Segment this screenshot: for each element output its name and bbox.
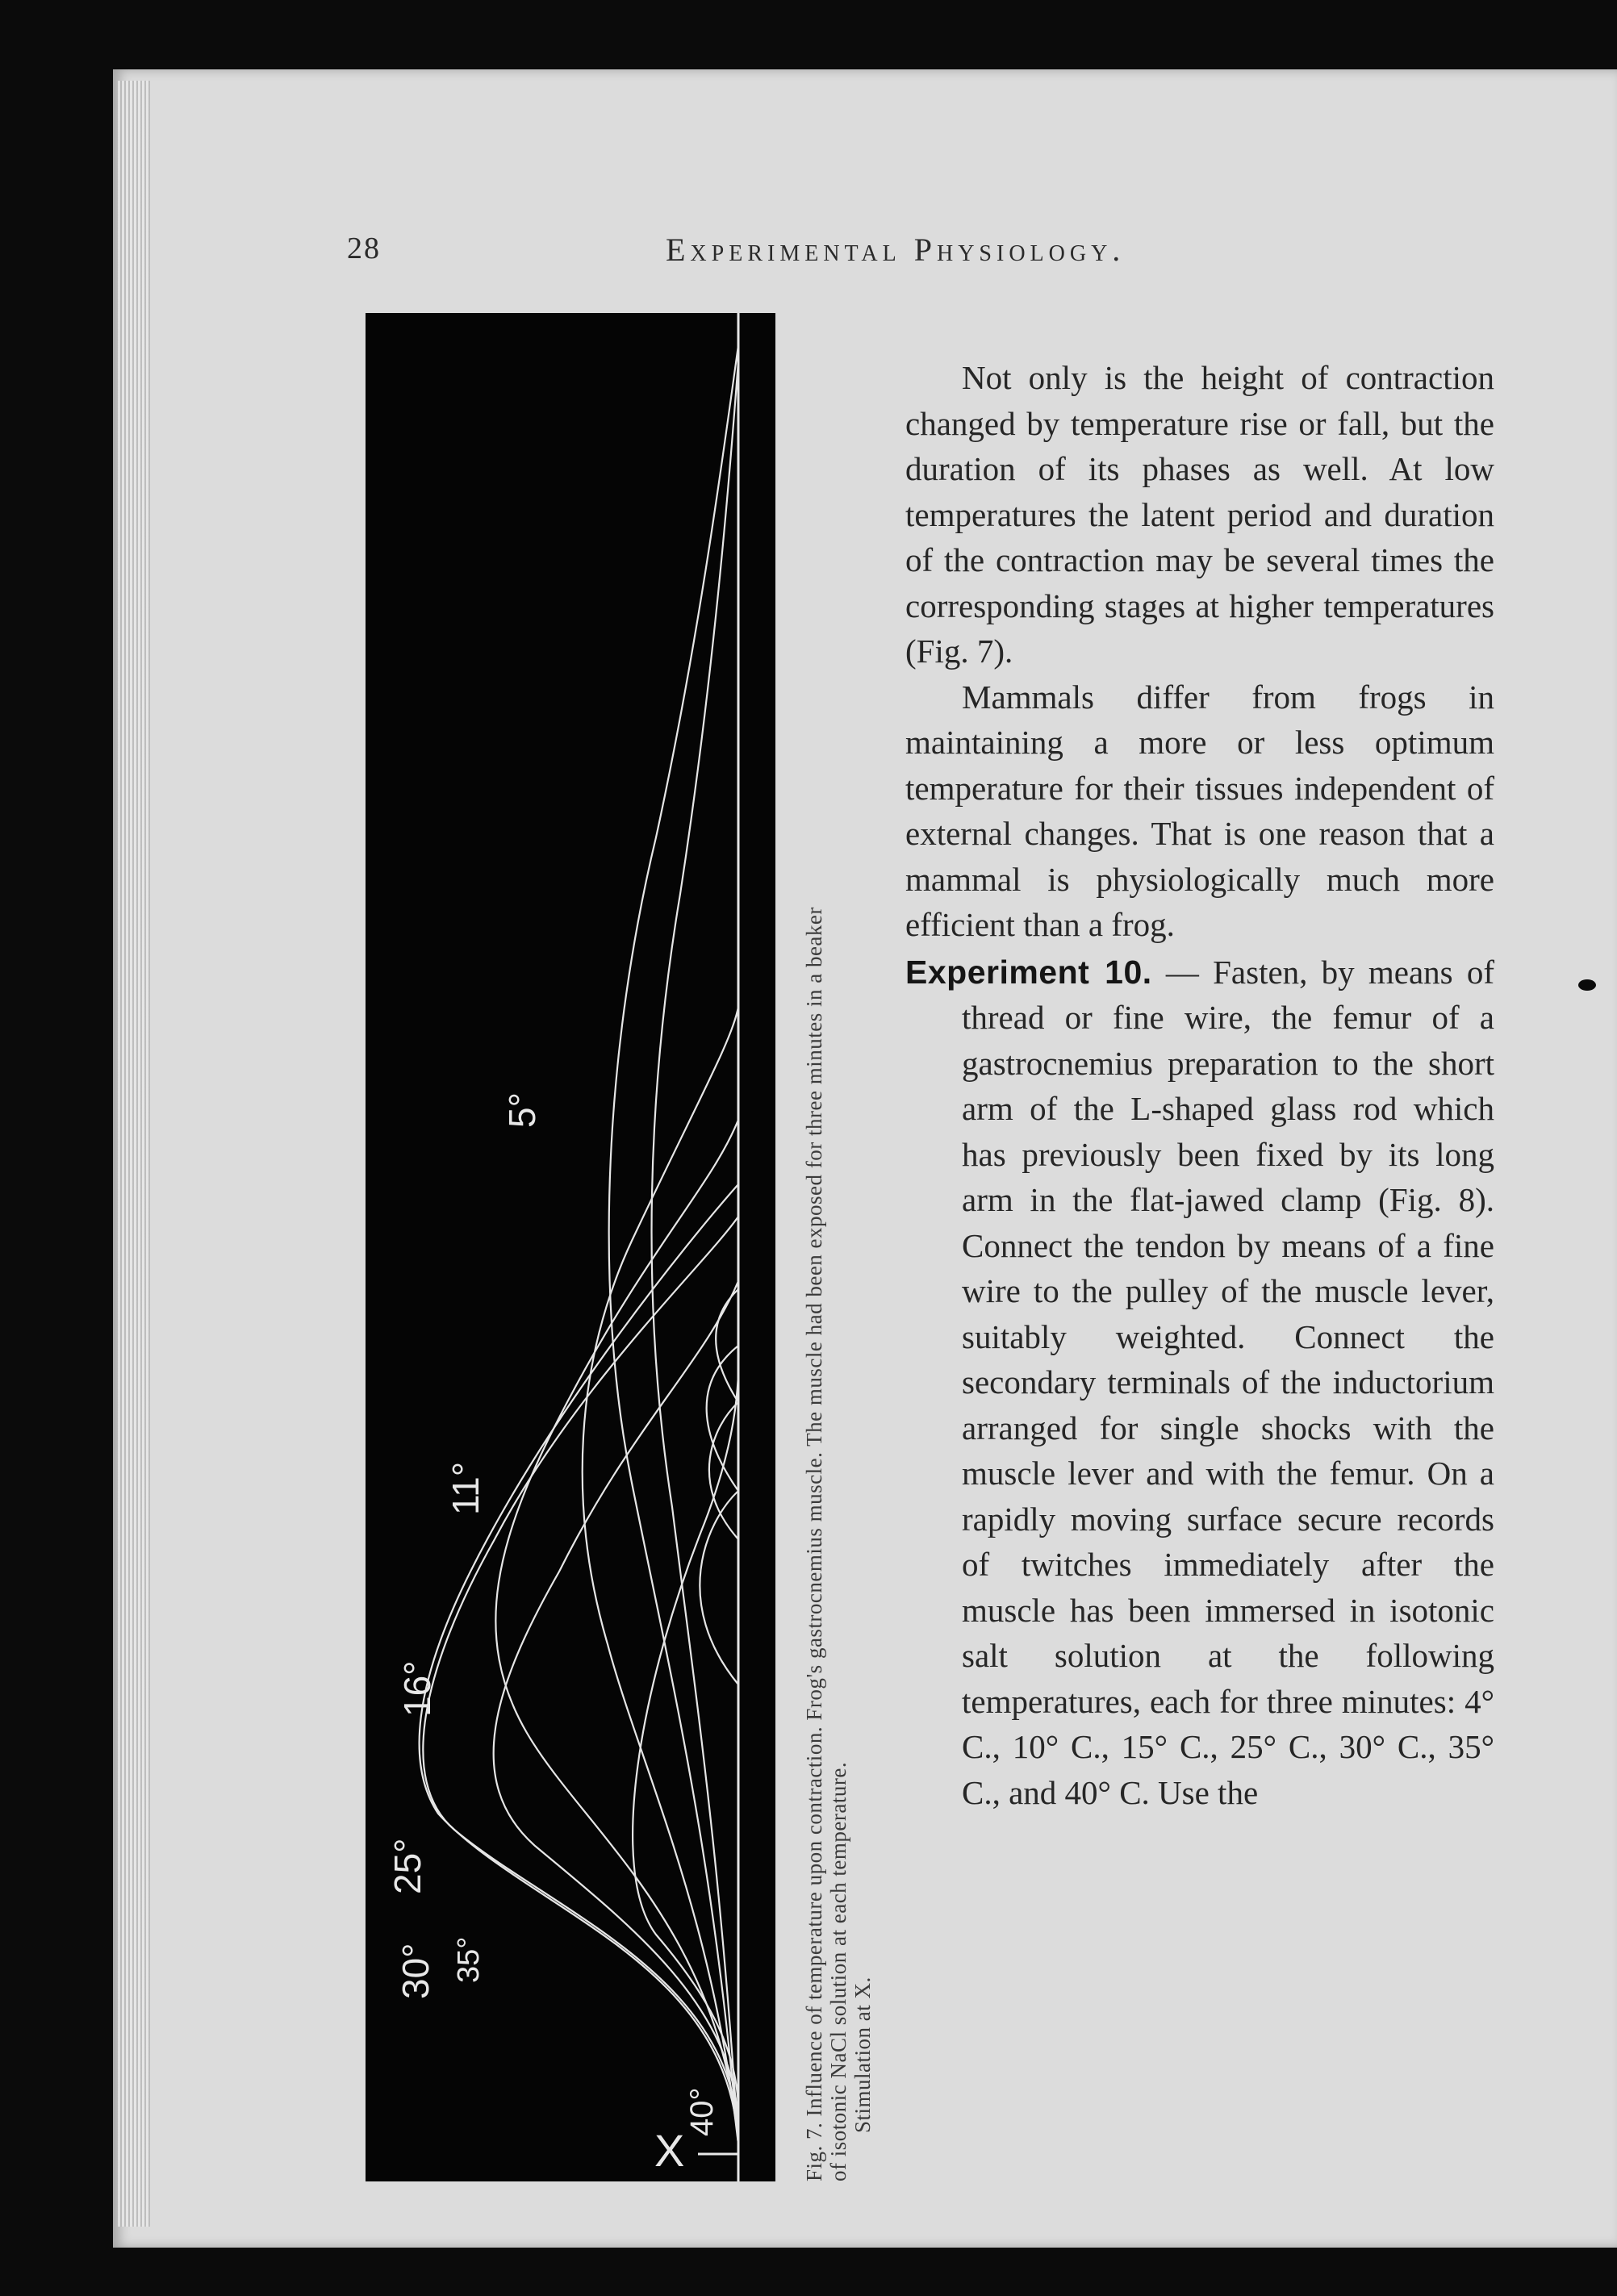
caption-line-3: Stimulation at X.	[850, 1977, 875, 2133]
caption-line-1: Fig. 7. Influence of temperature upon contraction. Frog's gastrocnemius muscle. The muscle had been exposed for three minutes in a beaker	[802, 907, 826, 2181]
label-35: 35°	[452, 1936, 486, 1983]
curve-osc-1	[700, 1346, 738, 1684]
label-30: 30°	[395, 1943, 437, 1999]
figure-caption	[802, 313, 899, 2181]
curve-5	[609, 345, 738, 2144]
paragraph-1: Not only is the height of contraction changed by temperature rise or fall, but the duration of its phases as well. At low temperatures the latent period and duration of the contraction may be several times the corresponding stages at higher temperatures (Fig. 7).	[905, 359, 1494, 670]
page-speck	[1578, 979, 1596, 991]
label-16: 16°	[396, 1660, 438, 1717]
experiment-text: — Fasten, by means of thread or fine wire, the femur of a gastrocnemius preparation to the short arm of the L-shaped glass rod which has previously been fixed by its long arm in the flat-jawed clamp (Fig. 8). Connect the tendon by means of a fine wire to the pulley of the muscle lever, suitably weighted. Connect the secondary terminals of the inductorium arranged for single shocks with the muscle lever and with the femur. On a rapidly moving surface secure records of twitches immediately after the muscle has been immersed in isotonic salt solution at the following temperatures, each for three minutes: 4° C., 10° C., 15° C., 25° C., 30° C., 35° C., and 40° C. Use the	[962, 953, 1495, 1811]
page-number: 28	[347, 232, 381, 265]
twitch-curves-figure	[366, 313, 775, 2181]
curve-35	[494, 1281, 738, 2128]
page-edges	[118, 81, 150, 2227]
label-5: 5°	[501, 1092, 543, 1128]
paragraph-2: Mammals differ from frogs in maintaining a more or less optimum temperature for their tissues independent of external changes. That is one reason that a mammal is physiologically much more efficient than a frog.	[905, 678, 1494, 943]
body-text	[905, 355, 1494, 1815]
running-title: Experimental Physiology.	[666, 232, 1126, 268]
label-11: 11°	[445, 1461, 487, 1515]
label-40: 40°	[684, 2087, 720, 2136]
stimulus-mark: X	[654, 2125, 685, 2176]
caption-line-2: of isotonic NaCl solution at each temperature.	[826, 1761, 850, 2181]
curve-30	[423, 1217, 738, 2136]
curve-11	[583, 1007, 738, 2144]
curve-5-outer	[652, 361, 738, 2144]
curve-group	[420, 313, 739, 2181]
experiment-10	[905, 950, 1494, 1816]
figure-7-plate	[366, 313, 775, 2181]
experiment-heading: Experiment 10.	[905, 953, 1152, 991]
label-25: 25°	[386, 1838, 428, 1894]
curve-25	[420, 1184, 738, 2144]
